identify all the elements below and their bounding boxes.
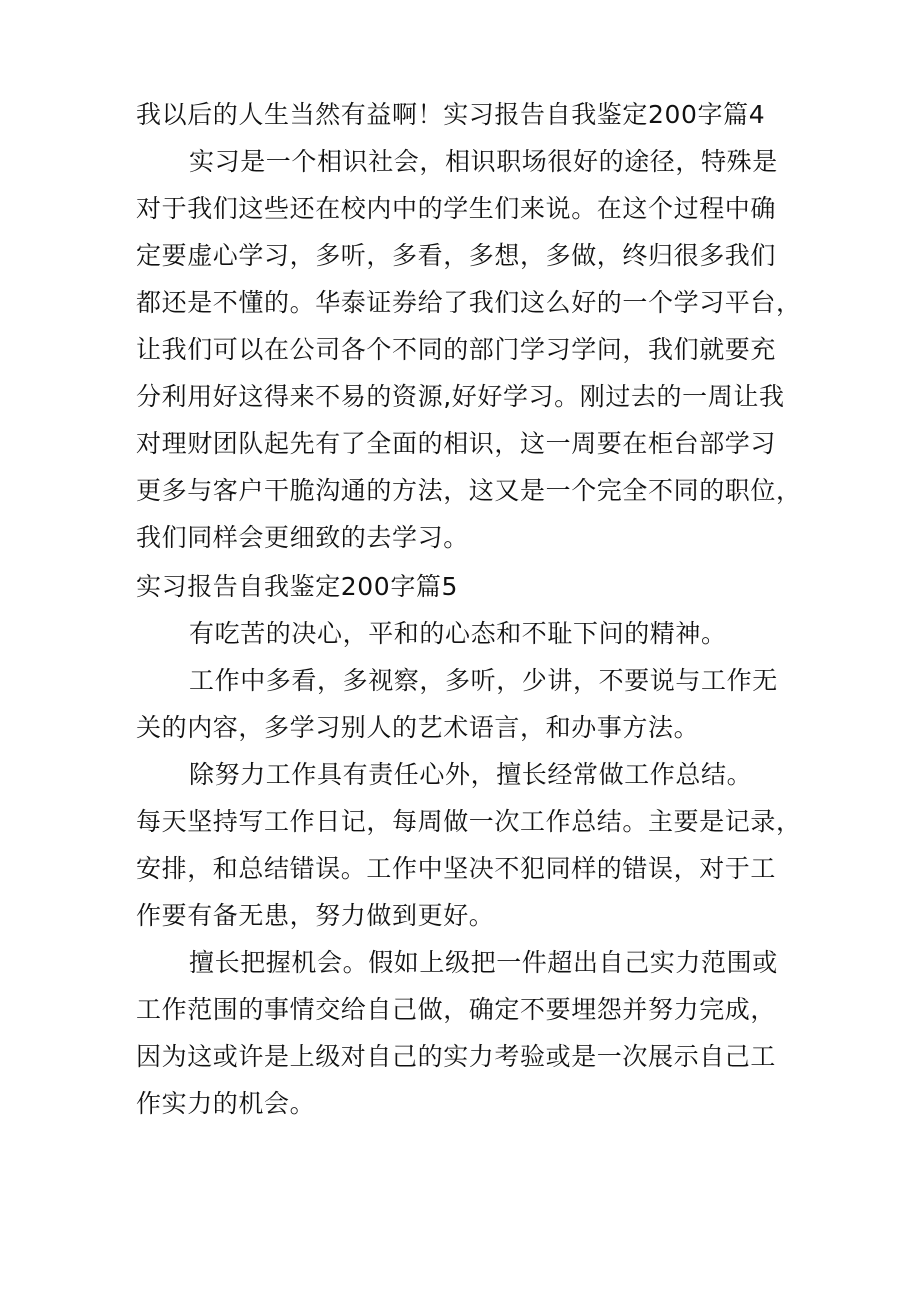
text-line: 作要有备无患，努力做到更好。 xyxy=(136,901,495,930)
text-line: 我们同样会更细致的去学习。 xyxy=(136,523,469,552)
text-line: 都还是不懂的。华泰证券给了我们这么好的一个学习平台， xyxy=(136,288,802,317)
text-line: 擅长把握机会。假如上级把一件超出自己实力范围或 xyxy=(189,948,778,977)
text-line: 每天坚持写工作日记，每周做一次工作总结。主要是记录， xyxy=(136,807,802,836)
text-line: 安排，和总结错误。工作中坚决不犯同样的错误，对于工 xyxy=(136,854,777,883)
text-line: 让我们可以在公司各个不同的部门学习学问，我们就要充 xyxy=(136,335,777,364)
text-line: 定要虚心学习，多听，多看，多想，多做，终归很多我们 xyxy=(136,241,777,270)
text-line: 有吃苦的决心，平和的心态和不耻下问的精神。 xyxy=(189,619,727,648)
text-line: 更多与客户干脆沟通的方法，这又是一个完全不同的职位， xyxy=(136,476,802,505)
text-line: 工作范围的事情交给自己做，确定不要埋怨并努力完成， xyxy=(136,995,777,1024)
text-line: 作实力的机会。 xyxy=(136,1089,316,1118)
text-line: 对理财团队起先有了全面的相识，这一周要在柜台部学习 xyxy=(136,429,777,458)
section-heading: 实习报告自我鉴定200字篇5 xyxy=(136,572,459,601)
text-line: 我以后的人生当然有益啊！实习报告自我鉴定200字篇4 xyxy=(136,100,766,129)
text-line: 实习是一个相识社会，相识职场很好的途径，特殊是 xyxy=(189,147,778,176)
text-line: 关的内容，多学习别人的艺术语言，和办事方法。 xyxy=(136,713,700,742)
text-line: 除努力工作具有责任心外，擅长经常做工作总结。 xyxy=(189,760,753,789)
text-line: 工作中多看，多视察，多听，少讲，不要说与工作无 xyxy=(189,666,778,695)
text-line: 因为这或许是上级对自己的实力考验或是一次展示自己工 xyxy=(136,1042,777,1071)
text-line: 对于我们这些还在校内中的学生们来说。在这个过程中确 xyxy=(136,194,777,223)
text-line: 分利用好这得来不易的资源,好好学习。刚过去的一周让我 xyxy=(136,382,785,411)
